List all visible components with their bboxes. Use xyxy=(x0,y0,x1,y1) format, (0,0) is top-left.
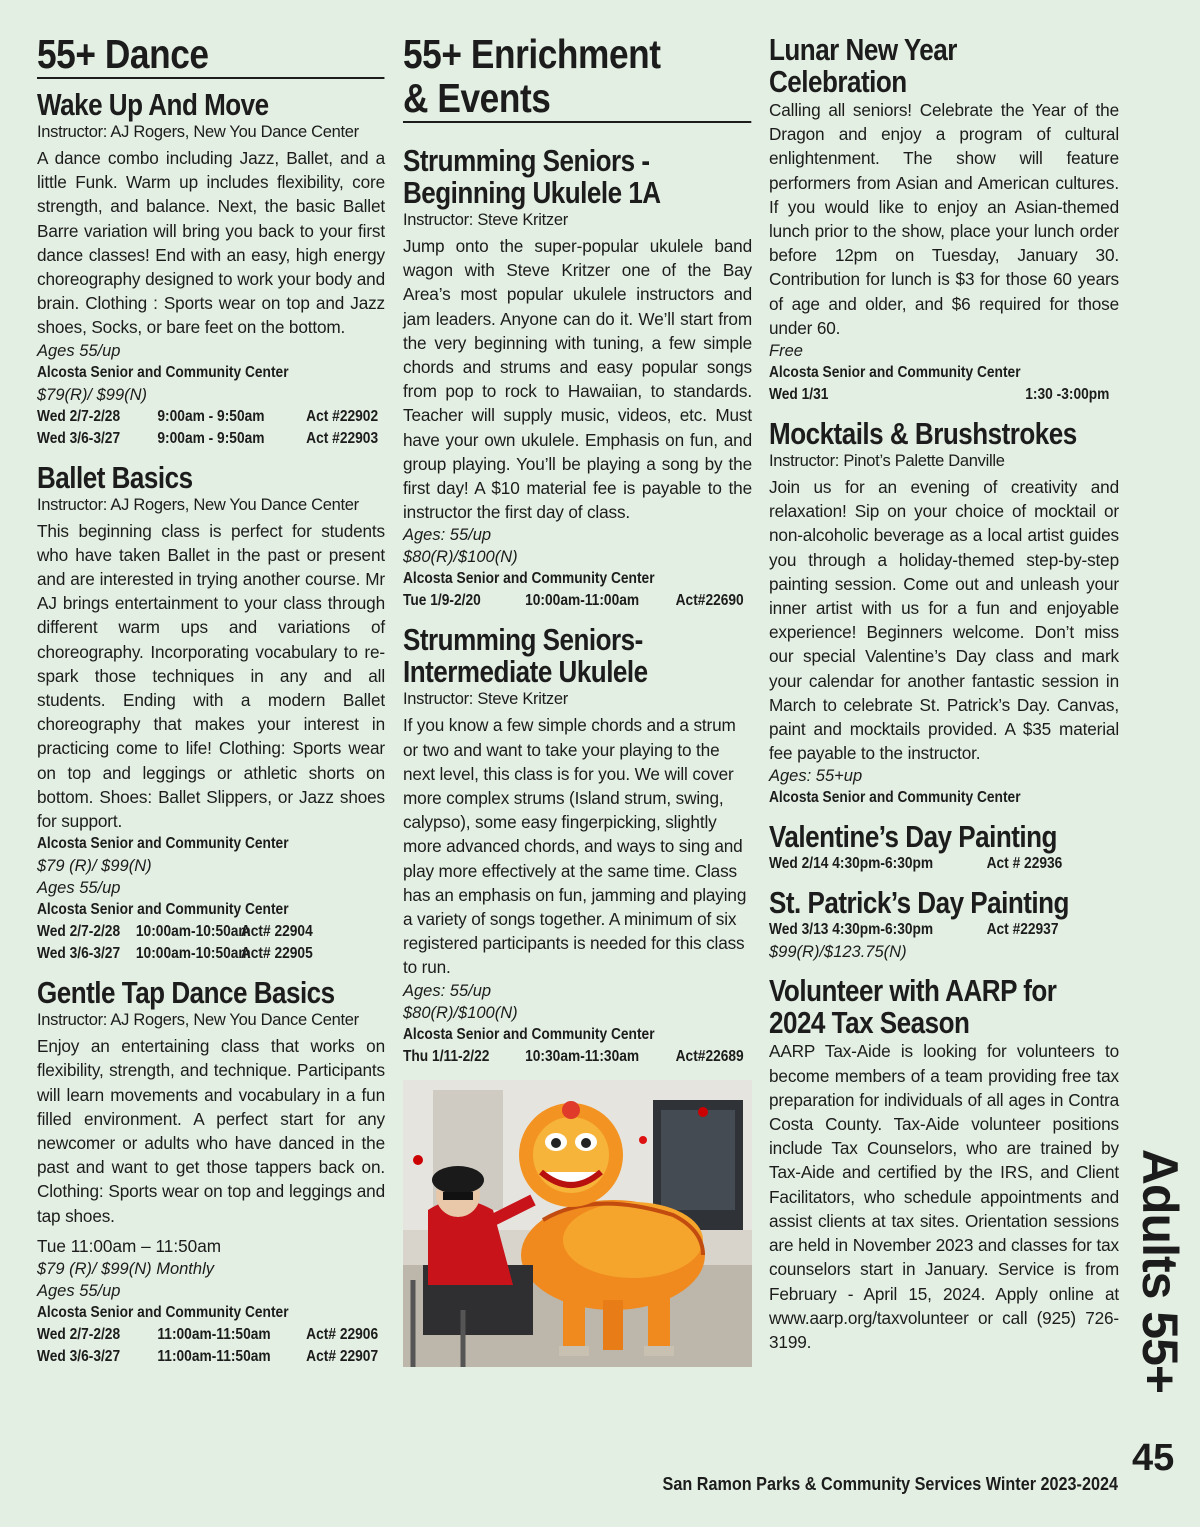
schedule-time: 1:30 -3:00pm xyxy=(1025,386,1110,404)
lunar-new-year-price: Free xyxy=(769,342,803,361)
title-line-2: 2024 Tax Season xyxy=(769,1005,970,1041)
tap-schedule-2 xyxy=(37,1346,387,1368)
wake-up-ages: Ages 55/up xyxy=(37,341,121,360)
mocktails-location: Alcosta Senior and Community Center xyxy=(769,789,1021,807)
mocktails-title: Mocktails & Brushstrokes xyxy=(769,416,1077,452)
tap-location: Alcosta Senior and Community Center xyxy=(37,1303,289,1321)
tap-instructor: Instructor: AJ Rogers, New You Dance Center xyxy=(37,1011,359,1030)
schedule-day: Wed 1/31 xyxy=(769,386,829,404)
side-tab-adults xyxy=(1128,1128,1192,1413)
schedule-act: Act# 22906 xyxy=(306,1325,379,1343)
title-line-2: Beginning Ukulele 1A xyxy=(403,175,661,210)
tap-ages: Ages 55/up xyxy=(37,1281,121,1300)
schedule-day-time: Wed 2/14 4:30pm-6:30pm xyxy=(769,855,934,873)
schedule-day: Wed 2/7-2/28 xyxy=(37,1325,121,1343)
schedule-time: 9:00am - 9:50am xyxy=(157,407,265,425)
aarp-description: AARP Tax-Aide is looking for volunteers to become members of a team providing free tax preparation for individuals of all ages in Contra Costa County. Tax-Aide volunteer positions include Tax Counselors, who are trained by Tax-Aide and certified by the IRS, and Client Facilitators, who schedule appointments and assist clients at tax sites. Orientation sessions are held in November 2023 and classes for tax counselors start in January. Service is from February - April 15, 2024. Apply online at www.aarp.org/taxvolunteer or call (925) 726-3199. xyxy=(769,1041,1119,1352)
schedule-day: Wed 3/6-3/27 xyxy=(37,945,121,963)
title-line-2: Intermediate Ukulele xyxy=(403,654,648,690)
title-line-2: Celebration xyxy=(769,64,907,99)
schedule-act: Act #22937 xyxy=(986,921,1059,939)
schedule-time: 11:00am-11:50am xyxy=(157,1347,271,1365)
ballet-ages: Ages 55/up xyxy=(37,879,121,898)
schedule-time: 11:00am-11:50am xyxy=(157,1325,271,1343)
section-title-enrichment xyxy=(403,32,751,123)
schedule-time: 9:00am - 9:50am xyxy=(157,429,265,447)
st-patrick-title: St. Patrick’s Day Painting xyxy=(769,885,1069,921)
title-line-1: Strumming Seniors- xyxy=(403,622,643,658)
tap-time: Tue 11:00am – 11:50am xyxy=(37,1235,222,1256)
schedule-time: 10:00am-10:50am xyxy=(135,945,251,963)
schedule-time: 10:00am-10:50am xyxy=(135,923,251,941)
tap-price: $79 (R)/ $99(N) Monthly xyxy=(37,1259,214,1278)
st-patrick-schedule xyxy=(769,919,1121,941)
ukulele-1a-price: $80(R)/$100(N) xyxy=(403,548,518,567)
ukulele-1a-description: Jump onto the super-popular ukulele band wagon with Steve Kritzer one of the Bay Area’s most popular ukulele instructors and jam leaders. Anyone can do it. We’ll start from the very beginning with tuning, a few simple chords and strums and easy popular songs from pop to rock to Hawaiian, to standards. Teacher will supply music, videos, etc. Must have your own ukulele. Emphasis on fun, and group playing. You’ll be playing a song by the first day! A $10 material fee is payable to the instructor the first day of class. xyxy=(403,236,752,523)
schedule-act: Act#22690 xyxy=(675,592,744,610)
schedule-day: Wed 3/6-3/27 xyxy=(37,1347,121,1365)
wake-up-description: A dance combo including Jazz, Ballet, and a little Funk. Warm up includes flexibility, core strength, and balance. Next, the basic Ballet Barre variation will bring you back to your first dance classes! End with an easy, high energy choreography designed to work your body and brain. Clothing : Sports wear on top and Jazz shoes, Socks, or bare feet on the bottom. xyxy=(37,148,385,338)
section-title-line-1: 55+ Enrichment xyxy=(403,31,661,77)
schedule-act: Act #22903 xyxy=(306,429,379,447)
title-line-1: Lunar New Year xyxy=(769,32,957,67)
schedule-day: Thu 1/11-2/22 xyxy=(403,1047,490,1065)
mocktails-instructor: Instructor: Pinot’s Palette Danville xyxy=(769,452,1005,471)
events-column xyxy=(769,34,1119,1354)
ballet-schedule-1 xyxy=(37,921,387,943)
wake-up-schedule-2 xyxy=(37,428,387,450)
wake-up-price: $79(R)/ $99(N) xyxy=(37,385,148,404)
section-title-line-2: & Events xyxy=(403,75,551,121)
tap-description: Enjoy an entertaining class that works on flexibility, strength, and technique. Participants will learn movements and vocabulary in a fun filled environment. A perfect start for any newcomer or adults who have danced in the past and want to get those tappers back on. Clothing: Sports wear on top and leggings and tap shoes. xyxy=(37,1036,385,1226)
aarp-title xyxy=(769,975,1119,1039)
mocktails-description: Join us for an evening of creativity and relaxation! Sip on your choice of mocktail or non-alcoholic beverage as a local artist guides you through a holiday-themed step-by-step painting session. Come out and unleash your inner artist with us for a fun and enjoyable experience! Beginners welcome. Don’t miss our special Valentine’s Day class and mark your calendar for another fantastic session in March to celebrate St. Patrick’s Day. Canvas, paint and mocktails provided. A $35 material fee payable to the instructor. xyxy=(769,477,1119,764)
ukulele-1a-location: Alcosta Senior and Community Center xyxy=(403,570,655,588)
tap-schedule-1 xyxy=(37,1324,387,1346)
wake-up-title: Wake Up And Move xyxy=(37,87,269,122)
schedule-time: 10:30am-11:30am xyxy=(525,1047,640,1065)
footer-publication: San Ramon Parks & Community Services Winter 2023-2024 xyxy=(662,1474,1118,1494)
ballet-location-1: Alcosta Senior and Community Center xyxy=(37,835,289,853)
schedule-day-time: Wed 3/13 4:30pm-6:30pm xyxy=(769,921,934,939)
schedule-act: Act# 22907 xyxy=(306,1347,379,1365)
lunar-new-year-description: Calling all seniors! Celebrate the Year of the Dragon and enjoy a program of cultural enlightenment. The show will feature performers from Asian and American cultures. If you would like to enjoy an Asian-themed lunch prior to the show, place your lunch order before 12pm on Tuesday, January 30. Contribution for lunch is $3 for those 60 years of age and older, and $6 required for those under 60. xyxy=(769,100,1119,338)
lunar-new-year-title xyxy=(769,34,1119,98)
schedule-day: Tue 1/9-2/20 xyxy=(403,592,481,610)
enrichment-column xyxy=(403,32,752,1367)
title-line-1: Strumming Seniors - xyxy=(403,143,650,178)
ballet-description: This beginning class is perfect for students who have taken Ballet in the past or present and are interested in trying another course. Mr AJ brings entertainment to your class through different warm ups and variations of choreography. Incorporating vocabulary to re-spark those techniques in any and all students. Ending with a modern Ballet choreography that makes your interest in practicing come to life! Clothing: Sports wear on top and leggings or athletic shorts on bottom. Shoes: Ballet Slippers, or Jazz shoes for support. xyxy=(37,520,385,832)
schedule-act: Act # 22936 xyxy=(986,855,1063,873)
side-tab-label: Adults 55+ xyxy=(1132,1148,1188,1393)
page-number: 45 xyxy=(1132,1437,1175,1479)
ukulele-1a-instructor: Instructor: Steve Kritzer xyxy=(403,211,568,229)
ukulele-intermediate-ages: Ages: 55/up xyxy=(403,981,492,1000)
section-title-dance: 55+ Dance xyxy=(37,32,384,79)
ballet-price: $79 (R)/ $99(N) xyxy=(37,857,152,876)
lion-dance-illustration xyxy=(403,1080,752,1367)
ukulele-1a-title xyxy=(403,145,752,209)
lunar-new-year-schedule xyxy=(769,384,1121,406)
ukulele-intermediate-title xyxy=(403,624,752,688)
ballet-schedule-2 xyxy=(37,943,387,965)
schedule-act: Act #22902 xyxy=(306,407,379,425)
ukulele-intermediate-description: If you know a few simple chords and a strum or two and want to take your playing to the next level, this class is for you. We will cover more complex strums (Island strum, swing, calypso), some easy fingerpicking, slightly more advanced chords, and ways to sing and play more effectively at the same time. Class has an emphasis on fun, jamming and playing a variety of songs together. A minimum of six registered participants is needed for this class to run. xyxy=(403,715,747,978)
schedule-act: Act#22689 xyxy=(675,1047,744,1065)
ukulele-1a-schedule xyxy=(403,590,754,612)
valentine-title: Valentine’s Day Painting xyxy=(769,819,1057,855)
ukulele-intermediate-schedule xyxy=(403,1046,754,1068)
ukulele-intermediate-instructor: Instructor: Steve Kritzer xyxy=(403,690,568,709)
schedule-day: Wed 2/7-2/28 xyxy=(37,923,121,941)
lunar-new-year-location: Alcosta Senior and Community Center xyxy=(769,364,1021,382)
ballet-title: Ballet Basics xyxy=(37,459,193,495)
wake-up-instructor: Instructor: AJ Rogers, New You Dance Center xyxy=(37,123,359,141)
schedule-act: Act# 22904 xyxy=(240,923,313,941)
wake-up-schedule-1 xyxy=(37,406,387,428)
ballet-instructor: Instructor: AJ Rogers, New You Dance Center xyxy=(37,495,359,514)
valentine-schedule xyxy=(769,853,1121,875)
ukulele-intermediate-location: Alcosta Senior and Community Center xyxy=(403,1025,655,1043)
schedule-day: Wed 3/6-3/27 xyxy=(37,429,121,447)
ballet-location-2: Alcosta Senior and Community Center xyxy=(37,901,289,919)
lion-dance-photo xyxy=(403,1080,752,1367)
st-patrick-price: $99(R)/$123.75(N) xyxy=(769,943,907,962)
ukulele-intermediate-price: $80(R)/$100(N) xyxy=(403,1003,518,1022)
schedule-act: Act# 22905 xyxy=(240,945,313,963)
schedule-day: Wed 2/7-2/28 xyxy=(37,407,121,425)
tap-title: Gentle Tap Dance Basics xyxy=(37,975,335,1011)
mocktails-ages: Ages: 55+up xyxy=(769,767,863,786)
schedule-time: 10:00am-11:00am xyxy=(525,592,640,610)
title-line-1: Volunteer with AARP for xyxy=(769,973,1057,1009)
wake-up-location: Alcosta Senior and Community Center xyxy=(37,363,289,381)
ukulele-1a-ages: Ages: 55/up xyxy=(403,526,492,545)
dance-column xyxy=(37,32,385,1368)
